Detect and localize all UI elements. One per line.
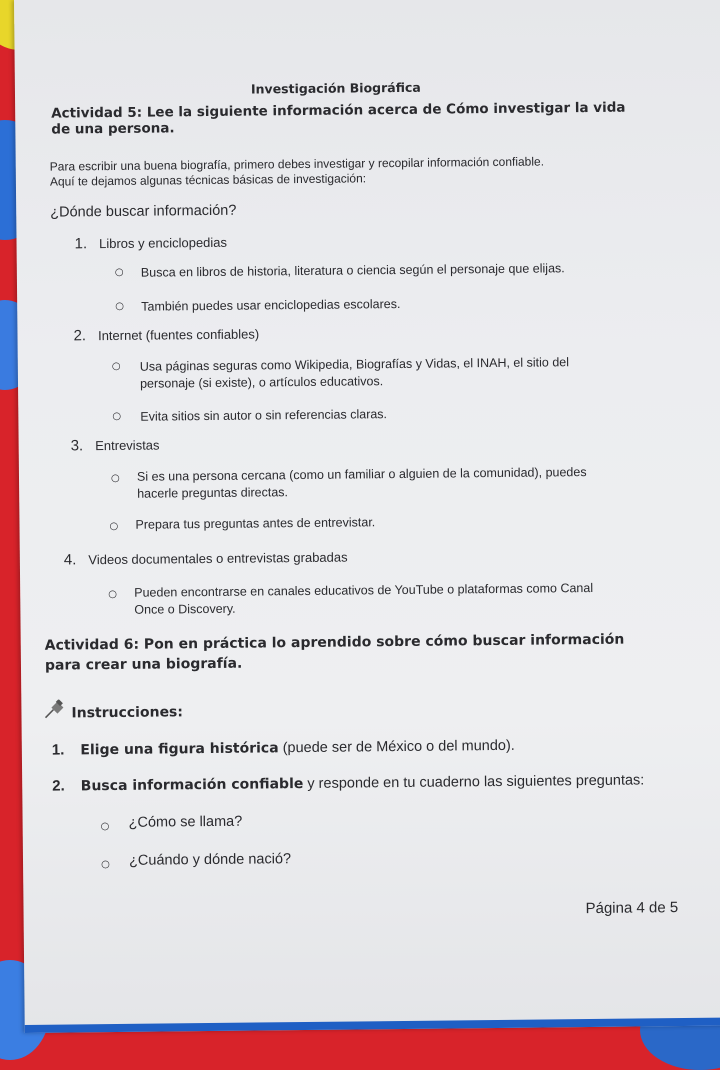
bullet-text: Prepara tus preguntas antes de entrevistar. [135,515,376,532]
bullet-text: Busca en libros de historia, literatura o ciencia según el personaje que elijas. [140,261,565,280]
bullet-text: También puedes usar enciclopedias escolares. [141,296,401,314]
instruction-step: 1. Elige una figura histórica (puede ser de México o del mundo). [51,737,515,759]
hollow-circle-bullet-icon: ○ [110,472,120,485]
background-decoration [25,1017,720,1033]
bullet-text: Evita sitios sin autor o sin referencias claras. [140,407,388,424]
hollow-circle-bullet-icon: ○ [101,859,110,871]
source-item-heading: 2. Internet (fuentes confiables) [73,326,260,345]
instruction-step: 2. Busca información confiable y responde en tu cuaderno las siguientes preguntas: [52,772,645,795]
question-item: ¿Cuándo y dónde nació? [128,851,292,869]
hollow-circle-bullet-icon: ○ [114,266,124,278]
hollow-circle-bullet-icon: ○ [112,410,122,422]
hollow-circle-bullet-icon: ○ [108,588,118,601]
pushpin-icon [43,700,65,724]
instructions-heading: Instrucciones: [71,704,184,722]
hollow-circle-bullet-icon: ○ [115,300,125,312]
hollow-circle-bullet-icon: ○ [111,360,121,372]
source-item-heading: 1. Libros y enciclopedias [74,234,228,253]
activity-6-heading: Actividad 6: Pon en práctica lo aprendido sobre cómo buscar información para crear una biografía. [44,631,625,674]
hollow-circle-bullet-icon: ○ [109,520,119,533]
document-page [14,0,720,1033]
section-question: ¿Dónde buscar información? [50,202,237,221]
question-item: ¿Cómo se llama? [128,813,243,831]
source-item-heading: 3. Entrevistas [70,437,160,455]
bullet-text: Pueden encontrarse en canales educativos de YouTube o plataformas como Canal Once o Discovery. [134,580,594,617]
bullet-text: Si es una persona cercana (como un familiar o alguien de la comunidad), puedes hacerle preguntas directas. [136,465,587,501]
document-title: Investigación Biográfica [250,79,421,97]
hollow-circle-bullet-icon: ○ [100,821,110,833]
activity-5-heading: Actividad 5: Lee la siguiente información acerca de Cómo investigar la vida de una persona. [51,99,626,138]
intro-paragraph: Para escribir una buena biografía, primero debes investigar y recopilar información confiable. Aquí te dejamos algunas técnicas básicas de investigación: [49,154,545,189]
source-item-heading: 4. Videos documentales o entrevistas grabadas [63,549,348,569]
page-number: Página 4 de 5 [585,899,679,918]
bullet-text: Usa páginas seguras como Wikipedia, Biografías y Vidas, el INAH, el sitio del personaje (si existe), o artículos educativos. [139,355,570,391]
